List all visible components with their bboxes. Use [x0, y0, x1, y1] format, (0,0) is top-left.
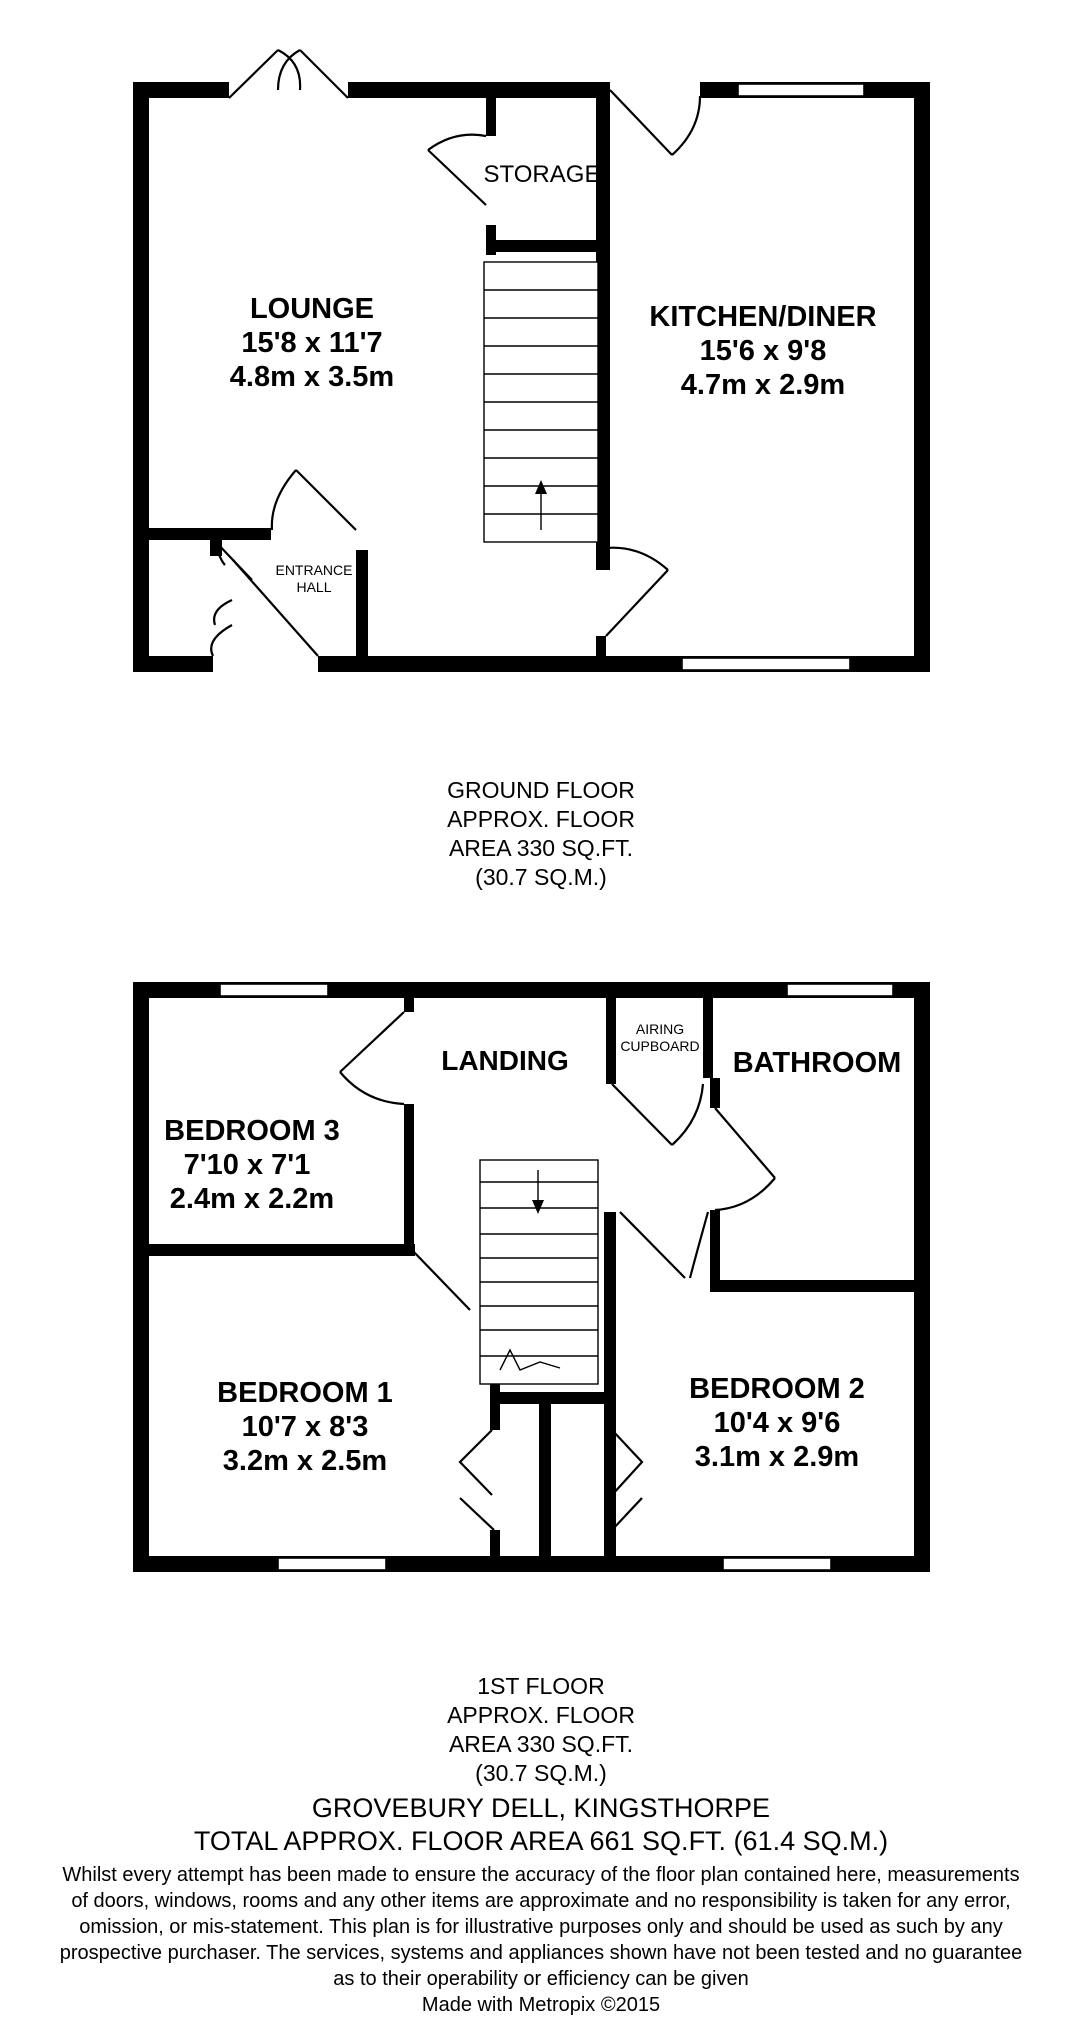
kitchen-metric: 4.7m x 2.9m [680, 369, 846, 401]
bedroom3-imperial: 7'10 x 7'1 [183, 1149, 311, 1181]
ff-wall-bath-left-lower [710, 1210, 720, 1290]
property-total-area: TOTAL APPROX. FLOOR AREA 661 SQ.FT. (61.4 SQ.M.) [193, 1826, 889, 1856]
gf-door-hall-lounge [272, 470, 356, 530]
ff-window-bedroom1 [278, 1558, 386, 1570]
disclaimer-line: omission, or mis-statement. This plan is for illustrative purposes only and should be used as such by any [79, 1916, 1003, 1938]
airing-line1: AIRING [635, 1021, 685, 1037]
disclaimer-line: prospective purchaser. The services, systems and appliances shown have not been tested and no guarantee [59, 1942, 1023, 1964]
ff-wall-airing-left [606, 996, 616, 1084]
first-floor-plan [133, 982, 930, 1572]
entrance-hall-line1: ENTRANCE [275, 562, 353, 578]
ff-wall-cupboard-divider [539, 1392, 551, 1572]
ff-wall-bedroom3-right [404, 1104, 414, 1254]
bedroom2-metric: 3.1m x 2.9m [694, 1441, 860, 1473]
bedroom1-imperial: 10'7 x 8'3 [241, 1411, 369, 1443]
ff-caption-line: APPROX. FLOOR [447, 1702, 635, 1728]
gf-french-doors [229, 50, 348, 98]
disclaimer-line: of doors, windows, rooms and any other items are approximate and no responsibility is taken for any error, [71, 1890, 1011, 1912]
bedroom3-metric: 2.4m x 2.2m [169, 1183, 335, 1215]
ff-door-bed1-cupboard [460, 1430, 494, 1530]
ground-floor-caption [0, 776, 1082, 892]
ff-wall-bedroom3-bottom [145, 1244, 415, 1256]
disclaimer-block [0, 1862, 1082, 2018]
metropix-credit: Made with Metropix ©2015 [421, 1994, 661, 2016]
ff-door-bed2-cupboard [612, 1430, 642, 1530]
gf-wall-top-mid [348, 82, 610, 98]
gf-wall-storage-bottom [486, 240, 610, 252]
ff-door-bedroom2 [620, 1212, 708, 1278]
ff-door-bedroom3 [340, 1012, 404, 1104]
ff-wall-airing-right [703, 996, 713, 1078]
gf-window-kitchen-bottom [682, 658, 850, 670]
gf-door-kitchen-top [610, 90, 700, 155]
landing-name: LANDING [441, 1045, 569, 1076]
gf-wall-left [133, 82, 149, 672]
ff-door-bedroom1 [412, 1250, 470, 1310]
ff-wall-bed2-cupboard-lower [604, 1530, 616, 1570]
property-title-block [0, 1792, 1082, 1858]
ff-door-airing [612, 1084, 703, 1145]
storage-name: STORAGE [483, 161, 601, 188]
disclaimer-line: Whilst every attempt has been made to ensure the accuracy of the floor plan contained here, measurements [62, 1864, 1020, 1886]
ground-floor-plan [133, 50, 930, 672]
bedroom2-name: BEDROOM 2 [689, 1373, 865, 1405]
entrance-hall-line2: HALL [296, 579, 332, 595]
ff-window-bedroom2 [723, 1558, 831, 1570]
property-name: GROVEBURY DELL, KINGSTHORPE [311, 1793, 771, 1823]
gf-wall-storage-left [486, 96, 496, 136]
gf-staircase [484, 262, 598, 542]
ff-window-bedroom3 [220, 984, 328, 996]
gf-door-kitchen-lower [606, 548, 668, 636]
gf-wall-hall-right [356, 550, 368, 660]
bedroom3-name: BEDROOM 3 [164, 1115, 340, 1147]
bathroom-name: BATHROOM [732, 1047, 902, 1079]
ff-wall-bed1-cupboard [490, 1420, 500, 1430]
ff-wall-bed1-cupboard-lower [490, 1530, 500, 1570]
gf-wall-hall-top [145, 528, 271, 540]
bedroom1-name: BEDROOM 1 [217, 1377, 393, 1409]
bedroom1-metric: 3.2m x 2.5m [222, 1445, 388, 1477]
ff-wall-right [914, 982, 930, 1572]
gf-wall-center-lower [596, 636, 606, 672]
ff-caption-line: 1ST FLOOR [477, 1673, 605, 1699]
gf-door-storage [428, 135, 486, 205]
lounge-metric: 4.8m x 3.5m [229, 361, 395, 393]
kitchen-name: KITCHEN/DINER [649, 301, 877, 333]
gf-caption-line: (30.7 SQ.M.) [475, 864, 607, 890]
ff-door-bathroom [715, 1108, 775, 1210]
ff-caption-line: (30.7 SQ.M.) [475, 1760, 607, 1786]
gf-wall-top-left [133, 82, 229, 98]
first-floor-caption [0, 1672, 1082, 1788]
ff-staircase [480, 1160, 598, 1384]
disclaimer-line: as to their operability or efficiency can be given [333, 1968, 749, 1990]
bedroom2-imperial: 10'4 x 9'6 [713, 1407, 841, 1439]
gf-wall-bottom-left [133, 656, 213, 672]
ff-wall-bath-left [710, 1078, 720, 1108]
ff-wall-left [133, 982, 149, 1572]
kitchen-imperial: 15'6 x 9'8 [699, 335, 827, 367]
gf-wall-right [914, 82, 930, 672]
ff-wall-bedroom3-right-top [404, 996, 414, 1012]
gf-caption-line: AREA 330 SQ.FT. [448, 835, 634, 861]
ff-window-bathroom [787, 984, 893, 996]
gf-window-kitchen-top [738, 84, 864, 96]
airing-line2: CUPBOARD [620, 1038, 700, 1054]
gf-caption-line: APPROX. FLOOR [447, 806, 635, 832]
gf-caption-line: GROUND FLOOR [447, 777, 635, 803]
lounge-imperial: 15'8 x 11'7 [241, 327, 383, 359]
ff-wall-bath-bottom [710, 1280, 930, 1292]
ff-caption-line: AREA 330 SQ.FT. [448, 1731, 634, 1757]
lounge-name: LOUNGE [249, 293, 375, 325]
